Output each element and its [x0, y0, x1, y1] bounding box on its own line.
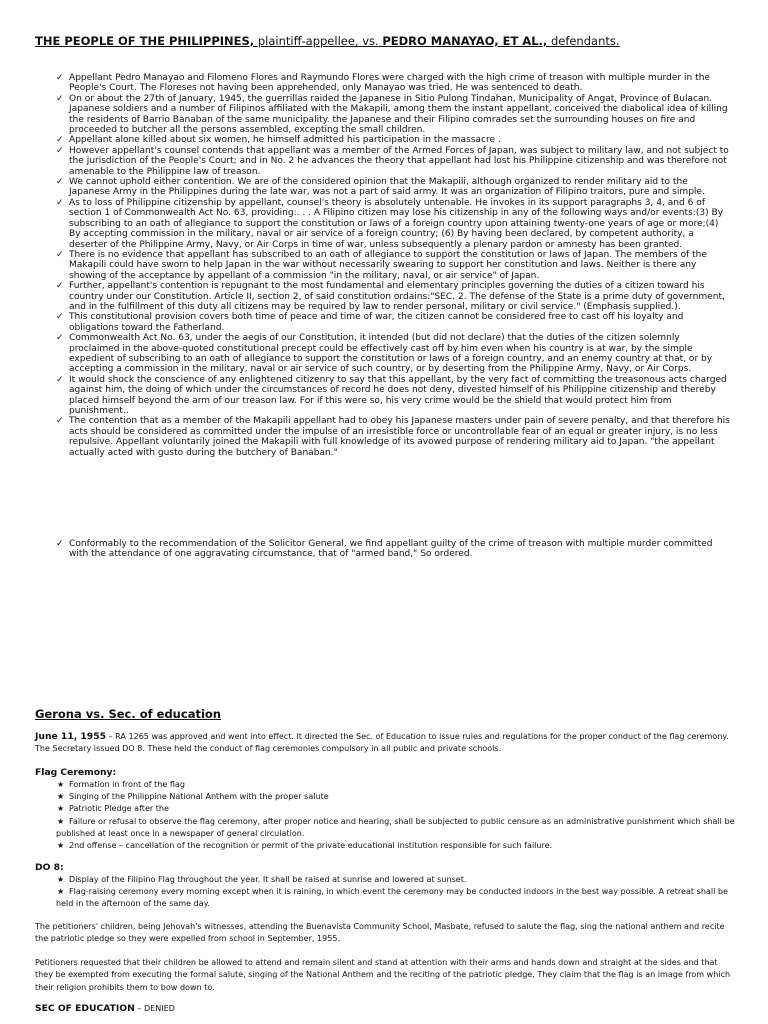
list-item	[56, 281, 731, 312]
list-item	[35, 840, 735, 852]
star-icon: ★	[57, 780, 65, 789]
list-item-text: Patriotic Pledge after the	[69, 804, 169, 814]
list-item-text: This constitutional provision covers both time of peace and time of war, the citizen cannot be considered free to cast off his loyalty and obligations toward the Fatherland.	[69, 312, 684, 333]
list-item	[56, 198, 731, 250]
checkmark-icon: ✓	[56, 416, 64, 427]
flag-ceremony-heading: Flag Ceremony:	[35, 767, 117, 778]
party-two: PEDRO MANAYAO, ET AL.,	[382, 34, 548, 48]
list-item	[35, 874, 735, 886]
versus: vs.	[362, 34, 379, 48]
flag-ceremony-list	[35, 779, 735, 852]
section-title: Gerona vs. Sec. of education	[35, 707, 221, 721]
list-item-text: On or about the 27th of January, 1945, the guerrillas raided the Japanese in Sitio Pulong Tindahan, Municipality of Angat, Province of Bulacan. Japanese soldiers and a number of Filipinos affiliated with the Makapili, among them the instant appellant, conceived the diabolical idea of killing the residents of Barrio Banaban of the same municipality. the Japanese and their Filipino comrades set the surrounding houses on fire and proceeded to butcher all the persons assembled, excepting the small children.	[69, 93, 728, 136]
do8-list	[35, 874, 735, 911]
ruling-line	[35, 1003, 735, 1015]
list-item-text: However appellant's counsel contends that appellant was a member of the Armed Forces of Japan, was subject to military law, and not subject to the jurisdiction of the People's Court; and in No. 2 he advances the theory that appellant had lost his Philippine citizenship and was therefore not amenable to the Philippine law of treason.	[69, 145, 729, 177]
star-icon: ★	[57, 887, 65, 897]
intro-text: – RA 1265 was approved and went into effect. It directed the Sec. of Education to issue rules and regulations for the proper conduct of the flag ceremony. The Secretary issued DO 8. These held the conduct of flag ceremonies compulsory in all public and private schools.	[35, 732, 729, 754]
list-item-text: Singing of the Philippine National Anthem with the proper salute	[69, 792, 329, 802]
list-item	[56, 312, 731, 333]
party-one-role: plaintiff-appellee,	[257, 34, 359, 48]
star-icon: ★	[57, 841, 65, 851]
request-paragraph: Petitioners requested that their children be allowed to attend and remain silent and stand at attention with their arms and hands down and straight at the sides and that they be exempted from executing the formal salute, singing of the National Anthem and the reciting of the patriotic pledge. They claim that the flag is an image from which their religion prohibits them to bow down to.	[35, 958, 731, 992]
checkmark-icon: ✓	[56, 333, 64, 344]
list-item	[56, 250, 731, 281]
checkmark-icon: ✓	[56, 312, 64, 323]
list-item	[56, 94, 731, 136]
checkmark-icon: ✓	[56, 145, 64, 156]
checkmark-icon: ✓	[56, 73, 64, 83]
ruling-result: – DENIED	[134, 1004, 175, 1013]
star-icon: ★	[57, 875, 65, 884]
checkmark-icon: ✓	[56, 135, 64, 146]
petitioners-paragraph: The petitioners' children, being Jehovah's witnesses, attending the Buenavista Community School, Masbate, refused to salute the flag, sing the national anthem and recite the patriotic pledge so they were expelled from school in September, 1955.	[35, 922, 725, 944]
list-item	[35, 791, 735, 803]
checkmark-icon: ✓	[56, 177, 64, 188]
intro-paragraph	[35, 731, 735, 756]
ruling-label: SEC OF EDUCATION	[35, 1003, 135, 1014]
date-label: June 11, 1955	[35, 731, 106, 742]
list-item-text: It would shock the conscience of any enlightened citizenry to say that this appellant, by the very fact of committing the treasonous acts charged against him, the doing of which under the circumstances of record he does not deny, divested himself of his Philippine citizenship and thereby placed himself beyond the arm of our treason law. For if this were so, his very crime would be the shield that would protect him from punishment..	[69, 374, 727, 416]
list-item-text: The contention that as a member of the Makapili appellant had to obey his Japanese masters under pain of severe penalty, and that therefore his acts should be considered as committed under the impulse of an irresistible force or uncontrollable fear of an equal or greater injury, is no less repulsive. Appellant voluntarily joined the Makapili with full knowledge of its avowed purpose of rendering military aid to Japan. "the appellant actually acted with gusto during the butchery of Banaban."	[69, 416, 730, 458]
case-title	[35, 34, 735, 49]
party-one: THE PEOPLE OF THE PHILIPPINES,	[35, 34, 255, 48]
list-item-text: As to loss of Philippine citizenship by appellant, counsel's theory is absolutely untenable. He invokes in its support paragraphs 3, 4, and 6 of section 1 of Commonwealth Act No. 63, providing:. . . A Filipino citizen may lose his citizenship in any of the following ways and/or events:(3) By subscribing to an oath of allegiance to support the constitution or laws of a foreign country upon attaining twenty-one years of age or more;(4) By accepting commission in the military, naval or air service of a foreign country; (6) By having been declared, by competent authority, a deserter of the Philippine Army, Navy, or Air Corps in time of war, unless subsequently a plenary pardon or amnesty has been granted.	[69, 197, 724, 250]
checkmark-icon: ✓	[56, 281, 64, 292]
list-item	[56, 375, 731, 417]
list-item-text: Formation in front of the flag	[69, 780, 185, 789]
list-item-text: Appellant Pedro Manayao and Filomeno Flores and Raymundo Flores were charged with the high crime of treason with multiple murder in the People's Court. The Floreses not having been apprehended, only Manayao was tried. He was sentenced to death.	[69, 73, 710, 94]
list-item	[35, 779, 735, 791]
case-title-underlined	[35, 34, 620, 48]
list-item-text: Failure or refusal to observe the flag ceremony, after proper notice and hearing, shall be subjected to public censure as an administrative punishment which shall be published at least once in a newspaper of general circulation.	[56, 816, 735, 838]
list-item	[56, 539, 731, 560]
list-item	[35, 803, 735, 815]
list-item-text: Display of the Filipino Flag throughout the year. It shall be raised at sunrise and lowered at sunset.	[69, 875, 467, 884]
list-item	[35, 816, 735, 840]
list-item-text: Further, appellant's contention is repugnant to the most fundamental and elementary principles governing the duties of a citizen toward his country under our Constitution. Article II, section 2, of said constitution ordains:"SEC. 2. The defense of the State is a prime duty of government, and in the fulfillment of this duty all citizens may be required by law to render personal, military or civil service." (Emphasis supplied.).	[69, 281, 725, 312]
list-item	[56, 135, 731, 145]
checkmark-icon: ✓	[56, 197, 64, 208]
checkmark-icon: ✓	[56, 93, 64, 104]
list-item-text: Conformably to the recommendation of the Solicitor General, we find appellant guilty of the crime of treason with multiple murder committed with the attendance of one aggravating circumstance, that of "armed band," So ordered.	[69, 539, 713, 560]
list-item	[56, 177, 731, 198]
list-item	[56, 146, 731, 177]
star-icon: ★	[57, 816, 65, 826]
list-item	[35, 886, 735, 910]
star-icon: ★	[57, 792, 65, 802]
case-facts-list	[56, 73, 731, 560]
list-item-text: Commonwealth Act No. 63, under the aegis of our Constitution, it intended (but did not declare) that the duties of the citizen solemnly proclaimed in the above-quoted constitutional precept could be effectively cast off by him even when his country is at war, by the simple expedient of subscribing to an oath of allegiance to support the constitution or laws of a foreign country, and an enemy country at that, or by accepting a commission in the military, naval or air service of such country, or by deserting from the Philippine Army, Navy, or Air Corps.	[69, 333, 713, 375]
checkmark-icon: ✓	[56, 374, 64, 385]
do8-heading: DO 8:	[35, 862, 64, 873]
list-item	[56, 416, 731, 458]
list-item-text: We cannot uphold either contention. We are of the considered opinion that the Makapili, although organized to render military aid to the Japanese Army in the Philippines during the late war, was not a part of said army. It was an organization of Filipino traitors, pure and simple.	[69, 177, 705, 198]
party-two-role: defendants.	[550, 34, 620, 48]
list-item-text: Flag-raising ceremony every morning except when it is raining, in which event the ceremony may be conducted indoors in the best way possible. A retreat shall be held in the afternoon of the same day.	[56, 887, 728, 909]
star-icon: ★	[57, 804, 65, 814]
list-item	[56, 73, 731, 94]
checkmark-icon: ✓	[56, 249, 64, 260]
checkmark-icon: ✓	[56, 539, 64, 550]
list-item-text: 2nd offense – cancellation of the recognition or permit of the private educational institution responsible for such failure.	[69, 841, 553, 851]
list-item	[56, 333, 731, 375]
list-item-text: There is no evidence that appellant has subscribed to an oath of allegiance to support the constitution or laws of Japan. The members of the Makapili could have sworn to help Japan in the war without necessarily swearing to support her constitution and laws. Neither is there any showing of the acceptance by appellant of a commission "in the military, naval, or air service" of Japan.	[69, 249, 707, 281]
list-item-text: Appellant alone killed about six women, he himself admitted his participation in the massacre .	[69, 135, 501, 146]
